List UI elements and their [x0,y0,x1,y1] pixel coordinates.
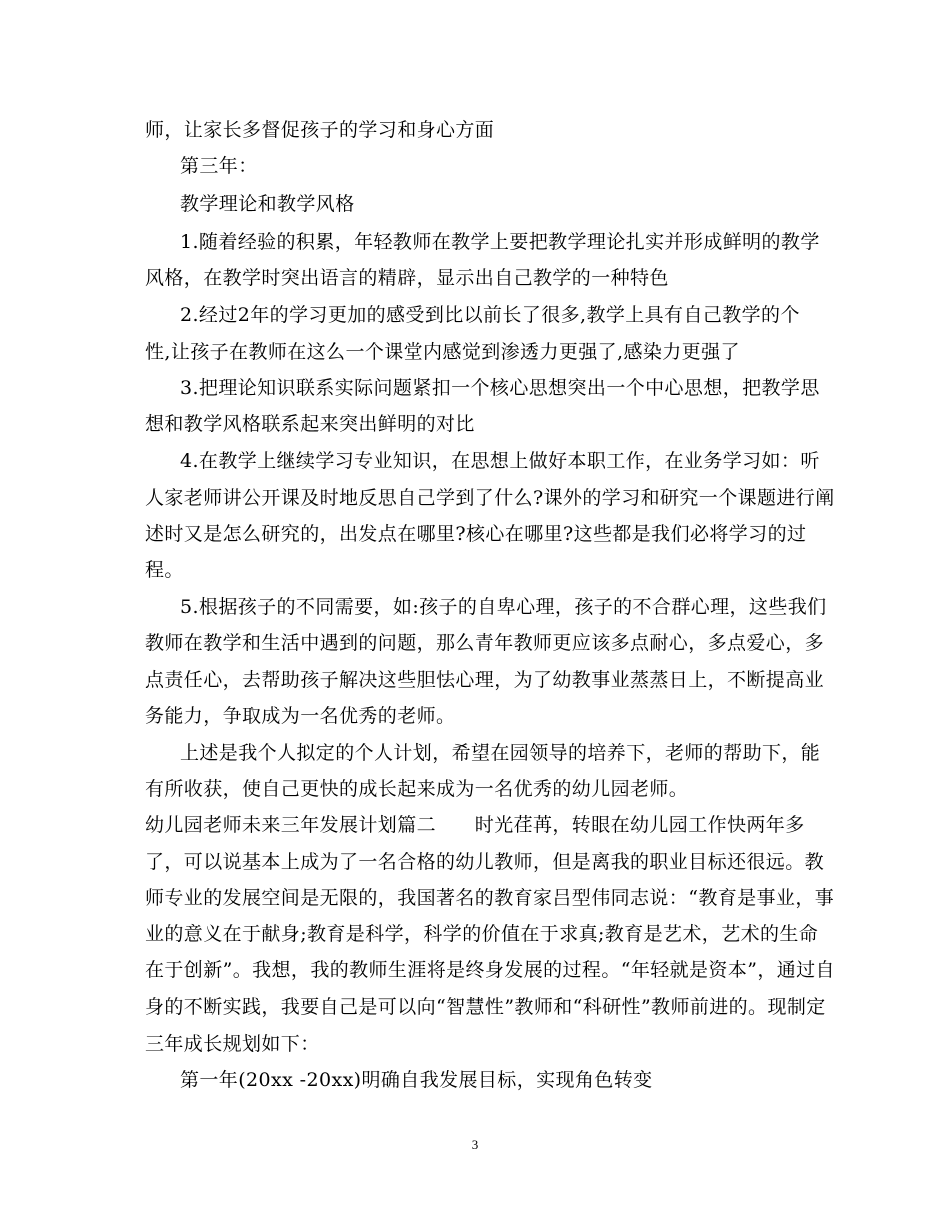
text-line: 身的不断实践，我要自己是可以向“智慧性”教师和“科研性”教师前进的。现制定 [145,996,826,1018]
text-line: 教学理论和教学风格 [180,193,355,215]
text-line: 风格，在教学时突出语言的精辟，显示出自己教学的一种特色 [145,267,669,289]
text-line: 教师在教学和生活中遇到的问题，那么青年教师更应该多点耐心，多点爱心，多 [145,632,825,654]
text-line: 了，可以说基本上成为了一名合格的幼儿教师，但是离我的职业目标还很远。教 [145,851,825,873]
text-line: 程。 [145,559,184,581]
text-line: 2.经过2年的学习更加的感受到比以前长了很多,教学上具有自己教学的个 [180,304,800,326]
text-line: 三年成长规划如下： [145,1033,320,1055]
text-line: 第三年： [180,155,258,177]
text-line: 点责任心，去帮助孩子解决这些胆怯心理，为了幼教事业蒸蒸日上，不断提高业 [145,669,825,691]
text-line: 师专业的发展空间是无限的，我国著名的教育家吕型伟同志说：“教育是事业，事 [145,887,835,909]
text-line: 务能力，争取成为一名优秀的老师。 [145,705,456,727]
text-line: 业的意义在于献身;教育是科学，科学的价值在于求真;教育是艺术，艺术的生命 [145,923,819,945]
text-line: 1.随着经验的积累，年轻教师在教学上要把教学理论扎实并形成鲜明的教学 [180,231,820,253]
text-line: 想和教学风格联系起来突出鲜明的对比 [145,413,475,435]
text-line: 有所收获，使自己更快的成长起来成为一名优秀的幼儿园老师。 [145,778,689,800]
text-line: 4.在教学上继续学习专业知识，在思想上做好本职工作，在业务学习如：听 [180,450,820,472]
text-line: 述时又是怎么研究的，出发点在哪里?核心在哪里?这些都是我们必将学习的过 [145,523,807,545]
page-number: 3 [471,1137,479,1152]
text-line: 师，让家长多督促孩子的学习和身心方面 [145,119,495,141]
text-line: 幼儿园老师未来三年发展计划篇二 时光荏苒，转眼在幼儿园工作快两年多 [145,814,805,836]
text-line: 5.根据孩子的不同需要，如:孩子的自卑心理，孩子的不合群心理，这些我们 [180,596,827,618]
text-line: 上述是我个人拟定的个人计划，希望在园领导的培养下，老师的帮助下，能 [180,742,821,764]
text-line: 人家老师讲公开课及时地反思自己学到了什么?课外的学习和研究一个课题进行阐 [145,487,835,509]
text-line: 在于创新”。我想，我的教师生涯将是终身发展的过程。“年轻就是资本”，通过自 [145,959,835,981]
text-line: 3.把理论知识联系实际问题紧扣一个核心思想突出一个中心思想，把教学思 [180,377,820,399]
text-line: 第一年(20xx -20xx)明确自我发展目标，实现角色转变 [180,1069,653,1091]
text-line: 性,让孩子在教师在这么一个课堂内感觉到渗透力更强了,感染力更强了 [145,341,740,363]
